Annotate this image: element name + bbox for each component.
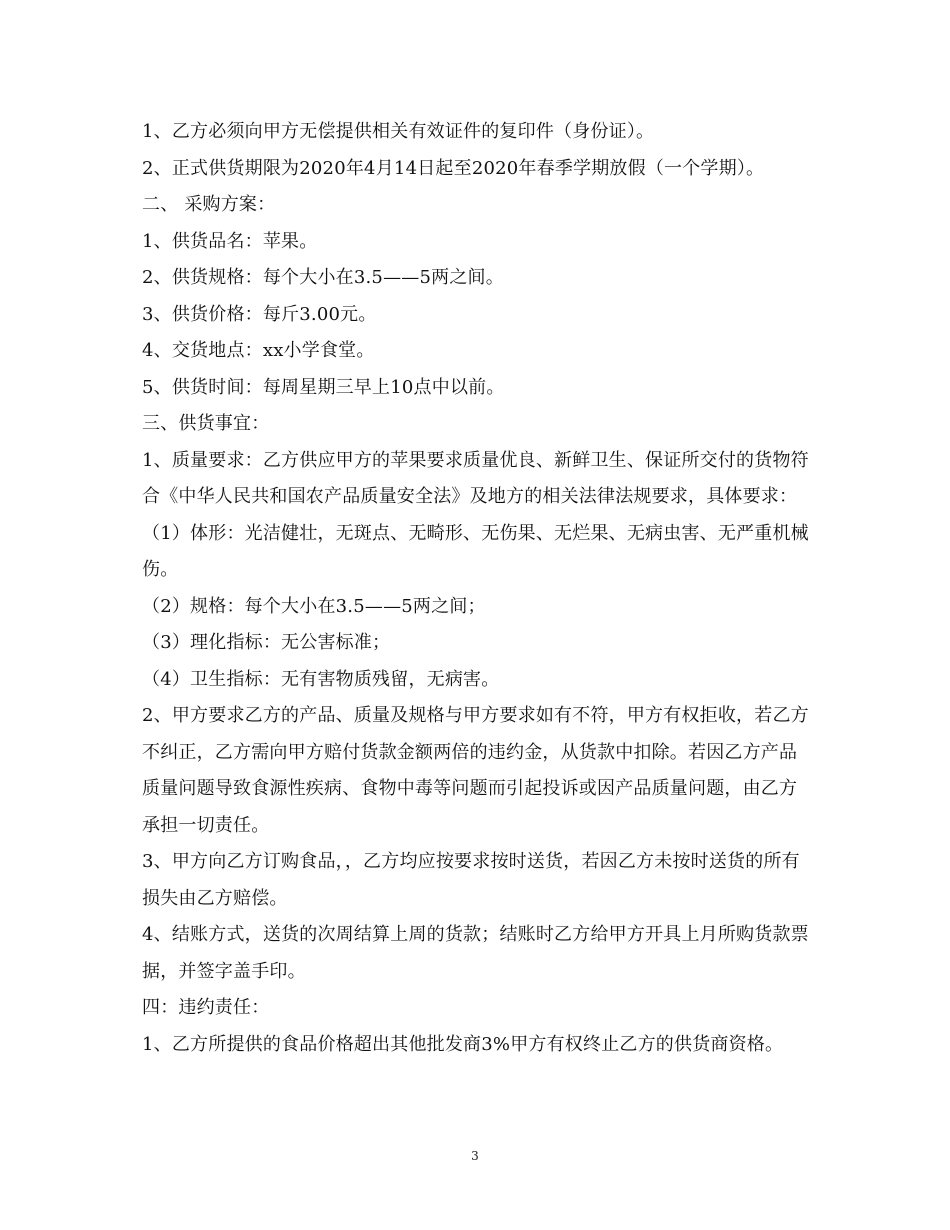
heading-supply-matters: 三、供货事宜： <box>142 413 270 434</box>
paragraph-physchem-requirement: （3）理化指标：无公害标准； <box>142 632 391 653</box>
paragraph-hygiene-requirement: （4）卫生指标：无有害物质残留，无病害。 <box>142 668 500 690</box>
heading-procurement-plan: 二、 采购方案： <box>142 194 276 215</box>
paragraph-product-name: 1、供货品名：苹果。 <box>142 230 318 252</box>
paragraph-price-clause: 1、乙方所提供的食品价格超出其他批发商3%甲方有权终止乙方的供货商资格。 <box>142 1033 784 1055</box>
paragraph-quality-requirements: 1、质量要求：乙方供应甲方的苹果要求质量优良、新鲜卫生、保证所交付的货物符合《中华人民共和国农产品质量安全法》及地方的相关法律法规要求，具体要求： <box>142 449 809 507</box>
paragraph-delivery-time: 5、供货时间：每周星期三早上10点中以前。 <box>142 376 505 398</box>
heading-breach-liability: 四：违约责任： <box>142 997 270 1018</box>
paragraph-ordering-delivery: 3、甲方向乙方订购食品，，乙方均应按要求按时送货，若因乙方未按时送货的所有损失由乙方赔偿。 <box>142 851 800 909</box>
paragraph-id-copy: 1、乙方必须向甲方无偿提供相关有效证件的复印件（身份证）。 <box>142 121 655 142</box>
paragraph-settlement: 4、结账方式，送货的次周结算上周的货款；结账时乙方给甲方开具上月所购货款票据，并签字盖手印。 <box>142 924 809 982</box>
paragraph-product-spec: 2、供货规格：每个大小在3.5——5两之间。 <box>142 267 504 288</box>
paragraph-shape-requirement: （1）体形：光洁健壮，无斑点、无畸形、无伤果、无烂果、无病虫害、无严重机械伤。 <box>142 522 809 580</box>
document-body <box>142 114 812 1063</box>
paragraph-rejection-penalty: 2、甲方要求乙方的产品、质量及规格与甲方要求如有不符，甲方有权拒收，若乙方不纠正，乙方需向甲方赔付货款金额两倍的违约金，从货款中扣除。若因乙方产品质量问题导致食源性疾病、食物中毒等问题而引起投诉或因产品质量问题，由乙方承担一切责任。 <box>142 705 809 836</box>
paragraph-size-requirement: （2）规格：每个大小在3.5——5两之间； <box>142 595 486 617</box>
paragraph-supply-period: 2、正式供货期限为2020年4月14日起至2020年春季学期放假（一个学期）。 <box>142 157 765 179</box>
paragraph-delivery-place: 4、交货地点：xx小学食堂。 <box>142 340 375 361</box>
page-number: 3 <box>471 1149 479 1163</box>
paragraph-product-price: 3、供货价格：每斤3.00元。 <box>142 303 377 325</box>
